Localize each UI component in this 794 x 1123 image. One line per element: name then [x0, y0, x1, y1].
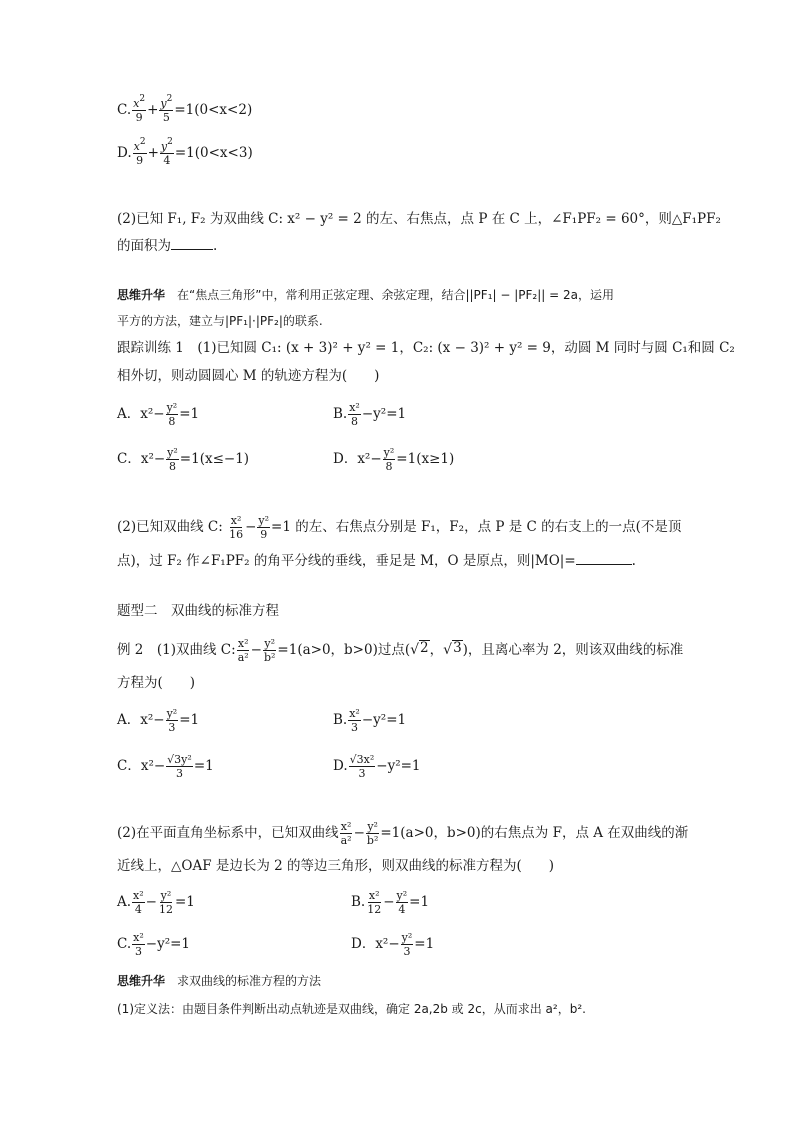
ex2-option-a: A．x²− $\frac{\text{y²}}{3}$ =1 [117, 707, 200, 734]
summary-1-line1: 思维升华 在“焦点三角形”中，常利用正弦定理、余弦定理，结合||PF₁| − |PF₂|| = 2a，运用 [117, 288, 614, 302]
summary-1-head: 思维升华 [117, 288, 166, 302]
section-title: 题型二 双曲线的标准方程 [117, 603, 279, 619]
summary-1-line2: 平方的方法，建立与|PF₁|·|PF₂|的联系. [117, 314, 323, 328]
ex2-line2: 方程为( ) [117, 675, 196, 691]
ex2b-option-d: D．x²− $\frac{\text{y²}}{3}$ =1 [351, 931, 435, 958]
ex2-line1: 例 2 (1)双曲线 C: $\frac{\text{x²}}{\text{a²}}$ − $\frac{\text{y²}}{\text{b²}}$ =1(a>0，b>0)过点( √ 2 ， √ 3 )，且离心率为 2，则该双曲线的标准 [117, 637, 684, 664]
option-d: D. $\frac{x^2}{9}$ + $\frac{y^2}{4}$ =1(0<x<3) [117, 137, 253, 167]
ex2-option-d: D. $\frac{\text{√3x²}}{3}$ −y²=1 [333, 753, 421, 780]
ex2b-option-c: C. $\frac{\text{x²}}{3}$ −y²=1 [117, 931, 191, 958]
track-option-c: C．x²− $\frac{\text{y²}}{8}$ =1(x≤−1) [117, 446, 250, 473]
ex2-option-b: B. $\frac{\text{x²}}{3}$ −y²=1 [333, 707, 407, 734]
track-option-d: D．x²− $\frac{\text{y²}}{8}$ =1(x≥1) [333, 446, 455, 473]
sqrt-2: √ 2 [410, 640, 429, 658]
ex2b-line2: 近线上，△OAF 是边长为 2 的等边三角形，则双曲线的标准方程为( ) [117, 858, 555, 874]
track-line1: 跟踪训练 1 (1)已知圆 C₁: (x + 3)² + y² = 1，C₂: (x − 3)² + y² = 9，动圆 M 同时与圆 C₁和圆 C₂ [117, 340, 735, 356]
ex2b-option-a: A. $\frac{\text{x²}}{4}$ − $\frac{\text{y²}}{12}$ =1 [117, 889, 195, 916]
answer-blank [171, 236, 213, 250]
track-option-b: B. $\frac{\text{x²}}{8}$ −y²=1 [333, 401, 407, 428]
ex2-option-c: C．x²− $\frac{\text{√3y²}}{3}$ =1 [117, 753, 214, 780]
sqrt-3: √ 3 [443, 640, 462, 658]
option-c: C. $\frac{x^2}{9}$ + $\frac{y^2}{5}$ =1(0<x<2) [117, 94, 253, 124]
ex2b-option-b: B. $\frac{\text{x²}}{12}$ − $\frac{\text{y²}}{4}$ =1 [351, 889, 430, 916]
summary-2-line2: (1)定义法：由题目条件判断出动点轨迹是双曲线，确定 2a,2b 或 2c，从而求出 a²，b². [117, 1002, 586, 1016]
track2-line1: (2)已知双曲线 C: $\frac{\text{x²}}{16}$ − $\frac{\text{y²}}{9}$ =1 的左、右焦点分别是 F₁，F₂，点 P 是 C 的右支上的一点(不是顶 [117, 514, 682, 541]
summary-2-head: 思维升华 [117, 974, 166, 988]
track2-line2: 点)，过 F₂ 作∠F₁PF₂ 的角平分线的垂线，垂足是 M，O 是原点，则|MO|= . [117, 553, 636, 569]
q2-line2: 的面积为 . [117, 238, 218, 254]
summary-2-line1: 思维升华 求双曲线的标准方程的方法 [117, 974, 322, 988]
track-line2: 相外切，则动圆圆心 M 的轨迹方程为( ) [117, 368, 380, 384]
answer-blank-2 [576, 551, 632, 565]
q2-line1: (2)已知 F₁, F₂ 为双曲线 C: x² − y² = 2 的左、右焦点，点 P 在 C 上，∠F₁PF₂ = 60°，则△F₁PF₂ [117, 211, 721, 227]
ex2b-line1: (2)在平面直角坐标系中，已知双曲线 $\frac{\text{x²}}{\text{a²}}$ − $\frac{\text{y²}}{\text{b²}}$ =1(a>0，b>0)的右焦点为 F，点 A 在双曲线的渐 [117, 820, 689, 847]
track-option-a: A．x²− $\frac{\text{y²}}{8}$ =1 [117, 401, 200, 428]
